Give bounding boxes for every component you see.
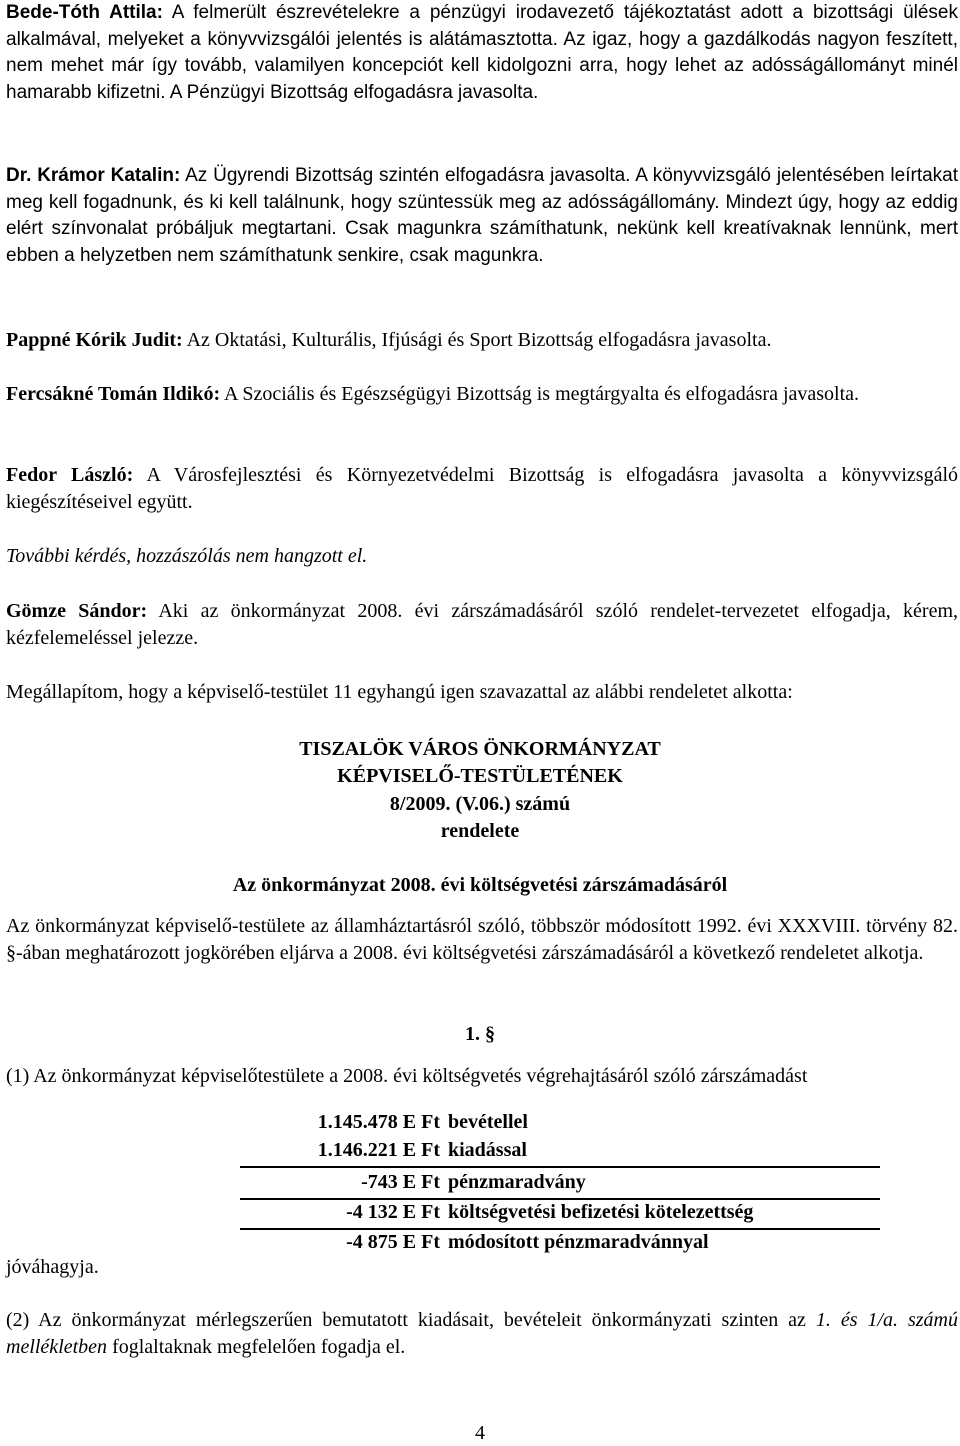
speaker-name: Bede-Tóth Attila: xyxy=(6,2,163,23)
amount-value: 1.146.221 E Ft xyxy=(317,1139,440,1161)
paragraph-no-questions: További kérdés, hozzászólás nem hangzott el. xyxy=(6,545,368,567)
paragraph-fedor xyxy=(6,462,958,516)
speaker-name: Pappné Kórik Judit: xyxy=(6,329,183,351)
paragraph-text: Az Ügyrendi Bizottság szintén elfogadásra javasolta. A könyvvizsgáló jelentésében leírtakat meg kell fogadnunk, és ki kell találnunk, hogy szüntessük meg az adósságállomány. Mindezt úgy, hogy az eddig elért színvonalat próbáljuk megtartani. Csak magunkra számíthatunk, nekünk kell kreatívaknak lennünk, mert ebben a helyzetben nem számíthatunk senkire, csak magunkra. xyxy=(6,165,959,266)
speaker-name: Dr. Krámor Katalin: xyxy=(6,165,181,186)
paragraph-bede-toth xyxy=(6,0,958,106)
amount-label: költségvetési befizetési kötelezettség xyxy=(448,1201,754,1223)
paragraph-vote-result: Megállapítom, hogy a képviselő-testület 11 egyhangú igen szavazattal az alábbi rendeletet alkotta: xyxy=(6,681,793,703)
amount-value: 1.145.478 E Ft xyxy=(317,1111,440,1133)
paragraph-gomze xyxy=(6,598,958,652)
decree-title-line3: 8/2009. (V.06.) számú xyxy=(389,793,571,815)
paragraph-2 xyxy=(6,1307,958,1361)
amount-value: -743 E Ft xyxy=(361,1171,440,1193)
amount-label: kiadással xyxy=(448,1139,527,1161)
amount-value: -4 132 E Ft xyxy=(346,1201,440,1223)
approve-text: jóváhagyja. xyxy=(6,1256,99,1278)
paragraph-text: Az Oktatási, Kulturális, Ifjúsági és Sport Bizottság elfogadásra javasolta. xyxy=(182,329,772,351)
paragraph-fercsakne xyxy=(6,381,958,408)
amount-row xyxy=(240,1136,880,1168)
decree-title-line2: KÉPVISELŐ-TESTÜLETÉNEK xyxy=(337,765,623,787)
amount-label: bevétellel xyxy=(448,1111,528,1133)
amount-label: módosított pénzmaradvánnyal xyxy=(448,1231,709,1253)
amount-row xyxy=(240,1108,880,1138)
amount-value: -4 875 E Ft xyxy=(346,1231,440,1253)
speaker-name: Fedor László: xyxy=(6,464,134,486)
decree-subject: Az önkormányzat 2008. évi költségvetési zárszámadásáról xyxy=(232,874,728,896)
paragraph-pappne xyxy=(6,327,958,354)
decree-title-line1: TISZALÖK VÁROS ÖNKORMÁNYZAT xyxy=(299,738,661,760)
speaker-name: Gömze Sándor: xyxy=(6,600,148,622)
section-number: 1. § xyxy=(465,1023,495,1045)
paragraph-text: A Szociális és Egészségügyi Bizottság is megtárgyalta és elfogadásra javasolta. xyxy=(220,383,860,405)
paragraph-text: A felmerült észrevételekre a pénzügyi irodavezető tájékoztatást adott a bizottsági ülések alkalmával, melyeket a könyvvizsgálói jelentés is alátámasztotta. Az igaz, hogy a gazdálkodás nagyon feszített, nem mehet már így tovább, valamilyen koncepciót kell kidolgozni arra, hogy lehet az adósságállományt minél hamarabb kifizetni. A Pénzügyi Bizottság elfogadásra javasolta. xyxy=(6,2,959,103)
page-number: 4 xyxy=(475,1422,485,1444)
decree-preamble: Az önkormányzat képviselő-testülete az államháztartásról szóló, többször módosított 1992. évi XXXVIII. törvény 82. §-ában meghatározott jogkörében eljárva a 2008. évi költségvetési zárszámadásáról a következő rendeletet alkotja. xyxy=(6,915,958,964)
paragraph-text: foglaltaknak megfelelően fogadja el. xyxy=(107,1336,406,1358)
paragraph-kramor xyxy=(6,163,958,269)
paragraph-text: (2) Az önkormányzat mérlegszerűen bemutatott kiadásait, bevételeit önkormányzati szinten az xyxy=(6,1309,816,1331)
annex-reference: 1. és 1/a. számú mellékletben xyxy=(6,1309,959,1358)
speaker-name: Fercsákné Tomán Ildikó: xyxy=(6,383,221,405)
amount-row xyxy=(240,1168,880,1200)
decree-title-line4: rendelete xyxy=(440,820,520,842)
paragraph-1: (1) Az önkormányzat képviselőtestülete a 2008. évi költségvetés végrehajtásáról szóló zárszámadást xyxy=(6,1065,808,1087)
amount-label: pénzmaradvány xyxy=(448,1171,586,1193)
paragraph-text: Aki az önkormányzat 2008. évi zárszámadásáról szóló rendelet-tervezetet elfogadja, kérem, kézfelemeléssel jelezze. xyxy=(6,600,958,649)
amount-row xyxy=(240,1198,880,1230)
paragraph-text: A Városfejlesztési és Környezetvédelmi Bizottság is elfogadásra javasolta a könyvvizsgáló kiegészítéseivel együtt. xyxy=(6,464,959,513)
